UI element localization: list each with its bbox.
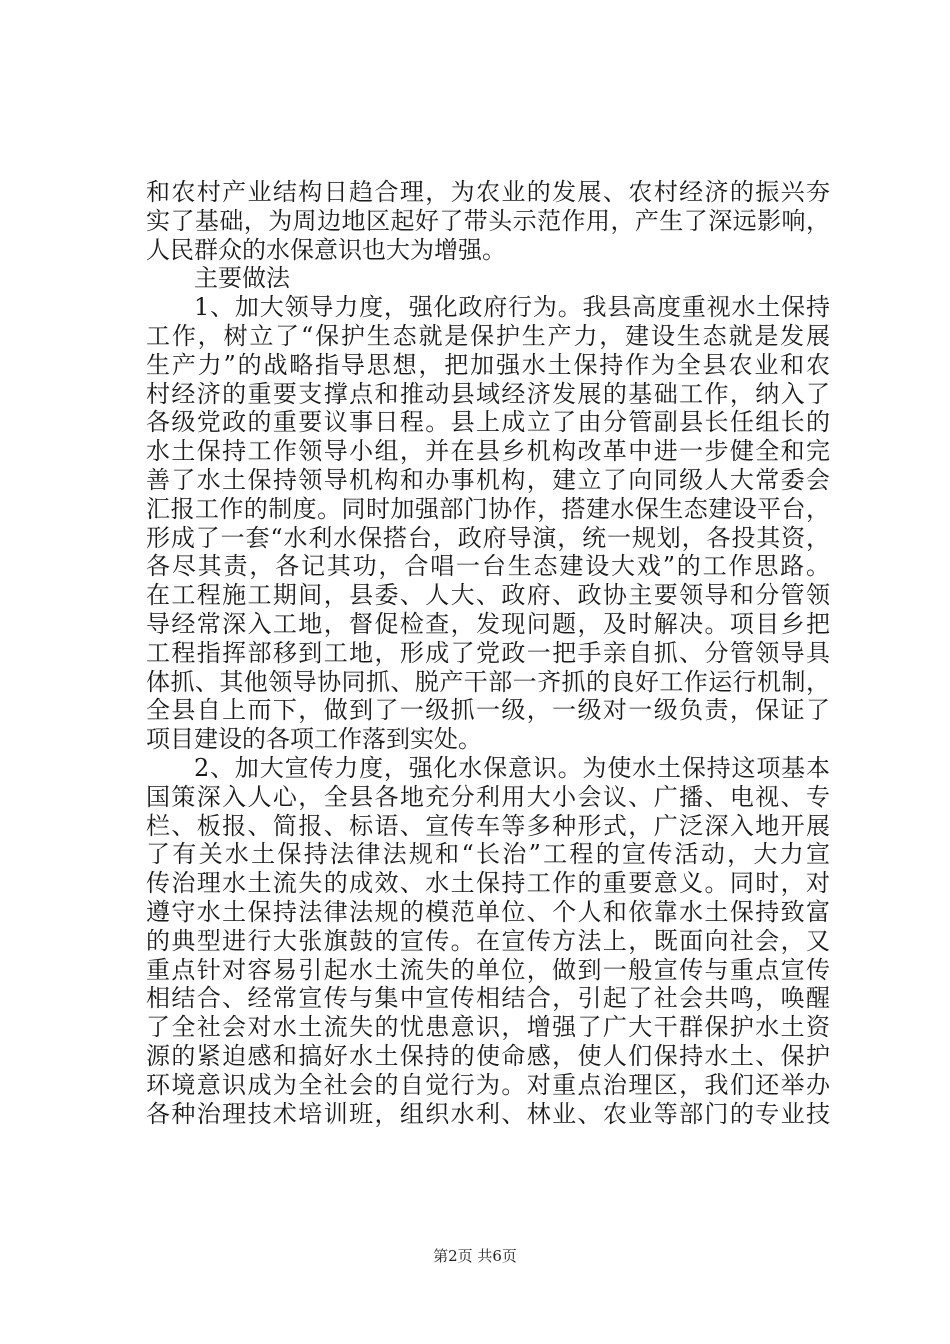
text-line: 遵守水土保持法律法规的模范单位、个人和依靠水土保持致富 [146,897,830,926]
text-line: 生产力”的战略指导思想，把加强水土保持作为全县农业和农 [146,350,830,379]
text-line: 体抓、其他领导协同抓、脱产干部一齐抓的良好工作运行机制， [146,667,830,696]
text-line: 环境意识成为全社会的自觉行为。对重点治理区，我们还举办 [146,1070,830,1099]
text-line: 了有关水土保持法律法规和“长治”工程的宣传活动，大力宣 [146,840,830,869]
text-line: 各尽其责，各记其功，合唱一台生态建设大戏”的工作思路。 [146,552,830,581]
text-line: 工作，树立了“保护生态就是保护生产力，建设生态就是发展 [146,321,830,350]
text-line: 村经济的重要支撑点和推动县域经济发展的基础工作，纳入了 [146,379,830,408]
text-line: 水土保持工作领导小组，并在县乡机构改革中进一步健全和完 [146,437,830,466]
section-heading: 主要做法 [194,264,290,293]
text-line: 相结合、经常宣传与集中宣传相结合，引起了社会共鸣，唤醒 [146,984,830,1013]
text-line: 和农村产业结构日趋合理，为农业的发展、农村经济的振兴夯 [146,178,830,206]
text-line: 源的紧迫感和搞好水土保持的使命感，使人们保持水土、保护 [146,1041,830,1070]
text-line: 项目建设的各项工作落到实处。 [146,725,482,754]
page-footer [0,1246,950,1266]
text-line: 传治理水土流失的成效、水土保持工作的重要意义。同时，对 [146,869,830,898]
page-number: 第2页 共6页 [433,1247,517,1265]
text-line: 全县自上而下，做到了一级抓一级，一级对一级负责，保证了 [146,696,830,725]
text-line: 工程指挥部移到工地，形成了党政一把手亲自抓、分管领导具 [146,638,830,667]
text-line: 汇报工作的制度。同时加强部门协作，搭建水保生态建设平台， [146,494,830,523]
text-line: 各级党政的重要议事日程。县上成立了由分管副县长任组长的 [146,408,830,437]
text-line: 各种治理技术培训班，组织水利、林业、农业等部门的专业技 [146,1099,830,1128]
text-line: 善了水土保持领导机构和办事机构，建立了向同级人大常委会 [146,465,830,494]
text-line: 导经常深入工地，督促检查，发现问题，及时解决。项目乡把 [146,609,830,638]
text-line: 栏、板报、简报、标语、宣传车等多种形式，广泛深入地开展 [146,811,830,840]
document-body [146,178,830,1128]
paragraph-first-line: 2、加大宣传力度，强化水保意识。为使水土保持这项基本 [194,753,830,782]
paragraph-first-line: 1、加大领导力度，强化政府行为。我县高度重视水土保持 [194,293,830,322]
text-line: 的典型进行大张旗鼓的宣传。在宣传方法上，既面向社会，又 [146,926,830,955]
text-line: 实了基础，为周边地区起好了带头示范作用，产生了深远影响， [146,206,830,235]
text-line: 形成了一套“水利水保搭台，政府导演，统一规划，各投其资， [146,523,830,552]
text-line: 人民群众的水保意识也大为增强。 [146,235,506,264]
text-line: 国策深入人心，全县各地充分利用大小会议、广播、电视、专 [146,782,830,811]
text-line: 了全社会对水土流失的忧患意识，增强了广大干群保护水土资 [146,1013,830,1042]
text-line: 在工程施工期间，县委、人大、政府、政协主要领导和分管领 [146,581,830,610]
text-line: 重点针对容易引起水土流失的单位，做到一般宣传与重点宣传 [146,955,830,984]
